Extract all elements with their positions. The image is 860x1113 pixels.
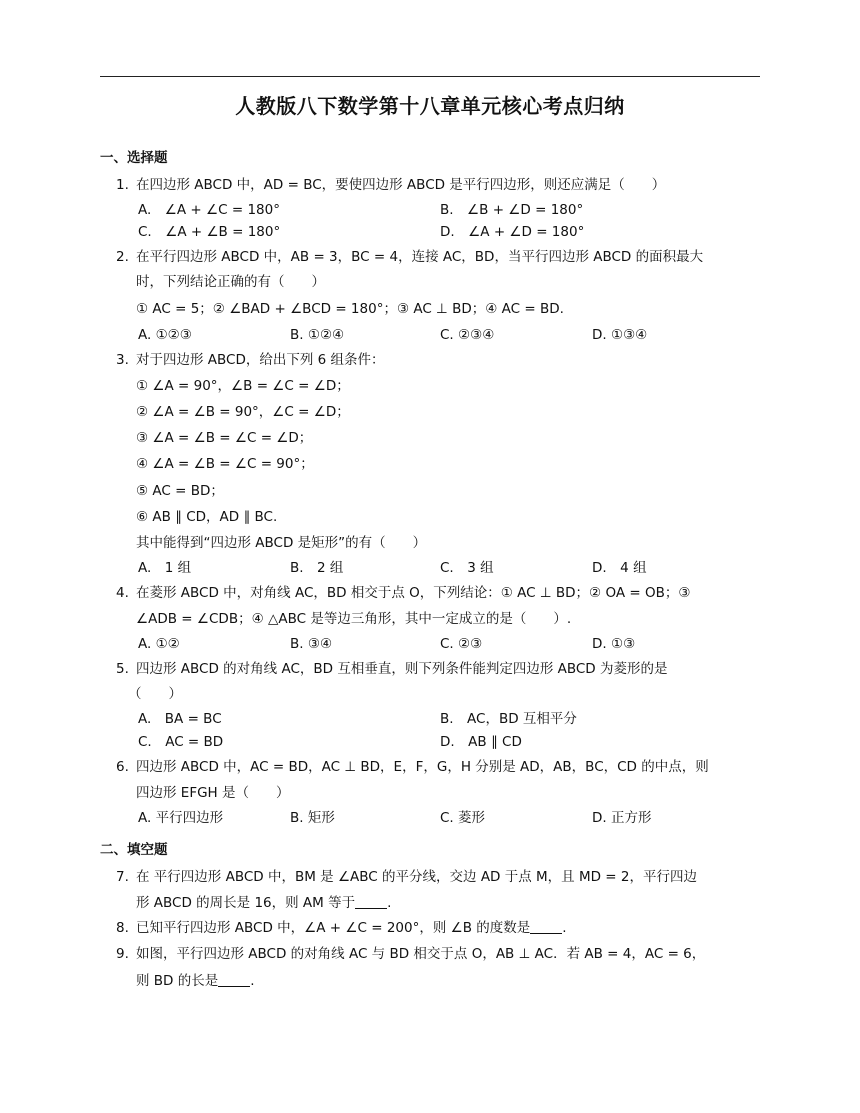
condition-2: ② ∠A = ∠B = 90°，∠C = ∠D； (136, 404, 350, 420)
option-b: B. 2 组 (290, 560, 344, 576)
question-number: 7. (116, 869, 129, 885)
answer-blank[interactable] (530, 919, 562, 934)
option-b: B. AC，BD 互相平分 (440, 711, 577, 727)
condition-4: ④ ∠A = ∠B = ∠C = 90°； (136, 456, 314, 472)
question-stem-end: . (250, 973, 255, 989)
question-stem-end: . (562, 920, 567, 936)
question-number: 5. (116, 661, 129, 677)
option-c: C. 3 组 (440, 560, 494, 576)
question-stem: 四边形 EFGH 是（ ） (136, 785, 290, 801)
condition-1: ① ∠A = 90°，∠B = ∠C = ∠D； (136, 378, 350, 394)
question-stem: 时，下列结论正确的有（ ） (136, 274, 325, 290)
question-stem: 已知平行四边形 ABCD 中，∠A + ∠C = 200°，则 ∠B 的度数是 (136, 920, 531, 936)
question-stem: 在平行四边形 ABCD 中，AB = 3，BC = 4，连接 AC，BD，当平行四边形 ABCD 的面积最大 (136, 249, 704, 265)
option-c: C. AC = BD (138, 734, 224, 750)
question-number: 8. (116, 920, 129, 936)
question-number: 9. (116, 946, 129, 962)
condition-3: ③ ∠A = ∠B = ∠C = ∠D； (136, 430, 313, 446)
condition-5: ⑤ AC = BD； (136, 483, 224, 499)
question-stem: ∠ADB = ∠CDB；④ △ABC 是等边三角形，其中一定成立的是（ ）. (136, 611, 572, 627)
question-number: 3. (116, 352, 129, 368)
option-c: C. ②③④ (440, 327, 495, 343)
question-stem: （ ） (128, 686, 182, 702)
option-a: A. ∠A + ∠C = 180° (138, 202, 280, 218)
option-a: A. ①② (138, 636, 180, 652)
answer-blank[interactable] (355, 894, 387, 909)
question-stem: 如图，平行四边形 ABCD 的对角线 AC 与 BD 相交于点 O，AB ⊥ AC．若 AB = 4，AC = 6， (136, 946, 706, 962)
page-title: 人教版八下数学第十八章单元核心考点归纳 (235, 94, 625, 118)
question-ask: 其中能得到“四边形 ABCD 是矩形”的有（ ） (136, 535, 427, 551)
question-stem-line (136, 893, 391, 913)
option-a: A. ①②③ (138, 327, 192, 343)
option-d: D. 正方形 (592, 810, 652, 826)
option-a: A. 平行四边形 (138, 810, 224, 826)
option-b: B. ∠B + ∠D = 180° (440, 202, 584, 218)
question-stem: 在四边形 ABCD 中，AD = BC，要使四边形 ABCD 是平行四边形，则还应满足（ ） (136, 177, 666, 193)
answer-blank[interactable] (218, 972, 250, 987)
question-stem: 对于四边形 ABCD，给出下列 6 组条件： (136, 352, 385, 368)
question-stem: 则 BD 的长是 (136, 973, 219, 989)
question-number: 4. (116, 585, 129, 601)
section-heading-choice: 一、选择题 (100, 150, 168, 166)
question-stem-end: . (387, 895, 392, 911)
option-b: B. 矩形 (290, 810, 335, 826)
option-a: A. BA = BC (138, 711, 222, 727)
option-b: B. ①②④ (290, 327, 345, 343)
question-stem: 四边形 ABCD 的对角线 AC，BD 互相垂直，则下列条件能判定四边形 ABCD 为菱形的是 (136, 661, 668, 677)
question-number: 2. (116, 249, 129, 265)
question-stem: 在 平行四边形 ABCD 中，BM 是 ∠ABC 的平分线，交边 AD 于点 M，且 MD = 2，平行四边 (136, 869, 697, 885)
question-stem-line (136, 918, 567, 938)
question-stem-line (136, 971, 255, 991)
option-d: D. 4 组 (592, 560, 647, 576)
option-b: B. ③④ (290, 636, 333, 652)
option-d: D. AB ∥ CD (440, 734, 522, 750)
section-heading-fill: 二、填空题 (100, 842, 168, 858)
option-d: D. ①③④ (592, 327, 648, 343)
option-c: C. 菱形 (440, 810, 486, 826)
option-a: A. 1 组 (138, 560, 192, 576)
question-stem: 四边形 ABCD 中，AC = BD，AC ⊥ BD，E，F，G，H 分别是 AD，AB，BC，CD 的中点，则 (136, 759, 709, 775)
option-c: C. ∠A + ∠B = 180° (138, 224, 281, 240)
condition-6: ⑥ AB ∥ CD，AD ∥ BC. (136, 509, 278, 525)
question-stem: 形 ABCD 的周长是 16，则 AM 等于 (136, 895, 356, 911)
question-stem: 在菱形 ABCD 中，对角线 AC，BD 相交于点 O，下列结论：① AC ⊥ BD；② OA = OB；③ (136, 585, 691, 601)
option-d: D. ∠A + ∠D = 180° (440, 224, 585, 240)
question-number: 6. (116, 759, 129, 775)
question-number: 1. (116, 177, 129, 193)
header-rule (100, 76, 760, 77)
option-d: D. ①③ (592, 636, 636, 652)
option-c: C. ②③ (440, 636, 483, 652)
question-conditions: ① AC = 5；② ∠BAD + ∠BCD = 180°；③ AC ⊥ BD；④ AC = BD. (136, 301, 564, 317)
